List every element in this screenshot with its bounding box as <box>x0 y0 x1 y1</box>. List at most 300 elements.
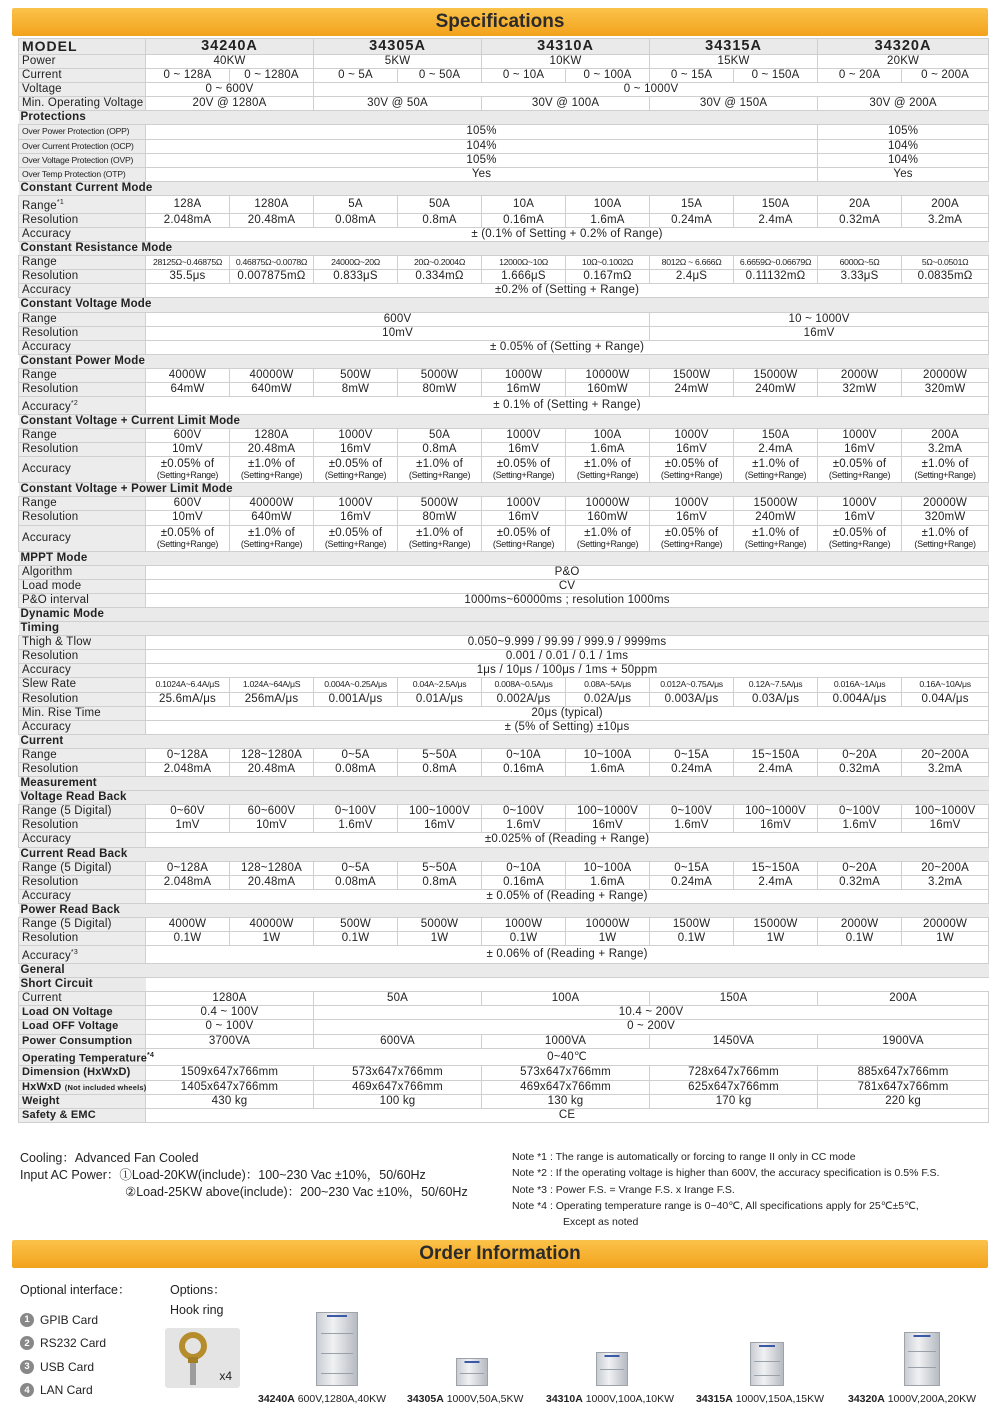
spec-cell: 16mV <box>566 819 650 833</box>
spec-cell: 30V @ 100A <box>482 97 650 111</box>
spec-row <box>19 706 989 720</box>
section-header <box>19 483 989 497</box>
number-badge-icon: 3 <box>20 1360 34 1374</box>
product-desc: 1000V,50A,5KW <box>446 1393 524 1405</box>
spec-cell: 1000W <box>482 918 566 932</box>
spec-cell: 160mW <box>566 382 650 396</box>
hook-ring-icon <box>171 1330 221 1388</box>
spec-cell: 0.050~9.999 / 99.99 / 999.9 / 9999ms <box>146 636 989 650</box>
spec-cell: 1500W <box>650 918 734 932</box>
spec-cell: 12000Ω~10Ω <box>482 256 566 270</box>
spec-cell: 1450VA <box>650 1034 818 1048</box>
spec-cell: 3700VA <box>146 1034 314 1048</box>
spec-row <box>19 83 989 97</box>
spec-cell: 0 ~ 10A <box>482 69 566 83</box>
model-header-row <box>19 39 989 55</box>
spec-cell: 0.03A/μs <box>734 692 818 706</box>
spec-cell: 6.6659Ω~0.06679Ω <box>734 256 818 270</box>
interface-label: LAN Card <box>40 1383 93 1398</box>
spec-cell: 35.5μs <box>146 270 230 284</box>
spec-row <box>19 819 989 833</box>
product-caption <box>848 1393 976 1405</box>
spec-cell: 0 ~ 150A <box>734 69 818 83</box>
row-label: Thigh & Tlow <box>19 636 146 650</box>
spec-cell: 15000W <box>734 368 818 382</box>
row-label: Min. Operating Voltage <box>19 97 146 111</box>
spec-cell: 100~1000V <box>902 805 989 819</box>
spec-row <box>19 497 989 511</box>
row-label: Power Consumption <box>19 1034 146 1048</box>
spec-row <box>19 69 989 83</box>
spec-row <box>19 340 989 354</box>
spec-cell: 16mV <box>650 511 734 525</box>
spec-cell: 0.8mA <box>398 213 482 227</box>
spec-cell: 0~20A <box>818 748 902 762</box>
row-label: Slew Rate <box>19 678 146 692</box>
spec-cell: 2.048mA <box>146 213 230 227</box>
row-label: Accuracy$^{*2}$ <box>19 397 146 415</box>
spec-cell: 885x647x766mm <box>818 1066 989 1080</box>
spec-cell: 100A <box>566 195 650 213</box>
spec-cell: 2000W <box>818 918 902 932</box>
row-label: Over Current Protection (OCP) <box>19 139 146 153</box>
spec-row <box>19 397 989 415</box>
section-header <box>19 964 989 978</box>
spec-cell: ± 0.06% of (Reading + Range) <box>146 946 989 964</box>
row-label: Resolution <box>19 819 146 833</box>
spec-cell: 16mV <box>482 443 566 457</box>
section-title: MPPT Mode <box>19 551 989 565</box>
product-caption <box>407 1393 523 1405</box>
spec-cell: 20000W <box>902 918 989 932</box>
spec-cell: 30V @ 50A <box>314 97 482 111</box>
row-label: HxWxD (Not included wheels) <box>19 1080 146 1094</box>
section-blank <box>146 978 989 992</box>
row-label: Resolution <box>19 875 146 889</box>
spec-row <box>19 664 989 678</box>
spec-cell: 0.16mA <box>482 213 566 227</box>
spec-row <box>19 946 989 964</box>
spec-cell: 1.6mV <box>314 819 398 833</box>
spec-row <box>19 256 989 270</box>
row-label: Resolution <box>19 650 146 664</box>
general-notes <box>20 1150 490 1201</box>
interface-item <box>20 1308 106 1332</box>
spec-cell: 8012Ω ~ 6.666Ω <box>650 256 734 270</box>
row-label: Dimension (HxWxD) <box>19 1066 146 1080</box>
section-header <box>19 354 989 368</box>
spec-cell: ±0.05% of (Setting+Range) <box>482 525 566 551</box>
input-power-note-1: Input AC Power：①Load-20KW(include)：100~230 Vac ±10%，50/60Hz <box>20 1168 426 1182</box>
spec-cell: 3.33μS <box>818 270 902 284</box>
spec-cell: 4000W <box>146 918 230 932</box>
product-image-34315A <box>750 1342 784 1386</box>
spec-cell: 1000V <box>482 429 566 443</box>
product-caption <box>696 1393 824 1405</box>
spec-cell: 40000W <box>230 368 314 382</box>
spec-cell: 1900VA <box>818 1034 989 1048</box>
spec-cell: ± (0.1% of Setting + 0.2% of Range) <box>146 227 989 241</box>
spec-row <box>19 525 989 551</box>
spec-cell: 0.24mA <box>650 762 734 776</box>
spec-cell: 1000ms~60000ms ; resolution 1000ms <box>146 593 989 607</box>
spec-cell: 0.833μS <box>314 270 398 284</box>
interface-item <box>20 1332 106 1356</box>
spec-cell: 1000V <box>818 429 902 443</box>
spec-cell: 150A <box>734 429 818 443</box>
row-label: Range <box>19 312 146 326</box>
spec-cell: 1.6mV <box>650 819 734 833</box>
spec-cell: 1.666μS <box>482 270 566 284</box>
spec-cell: 10~100A <box>566 861 650 875</box>
row-label: Range <box>19 256 146 270</box>
spec-cell: 25.6mA/μs <box>146 692 230 706</box>
spec-cell: ±1.0% of (Setting+Range) <box>566 457 650 483</box>
spec-cell: 128~1280A <box>230 748 314 762</box>
number-badge-icon: 4 <box>20 1383 34 1397</box>
footnote-3: Note *3 : Power F.S. = Vrange F.S. x Irange F.S. <box>512 1183 735 1196</box>
row-label: Resolution <box>19 443 146 457</box>
section-title: Constant Resistance Mode <box>19 242 989 256</box>
spec-cell: 600V <box>146 497 230 511</box>
spec-row <box>19 97 989 111</box>
spec-row <box>19 153 989 167</box>
spec-cell: 1W <box>398 932 482 946</box>
spec-cell: 0 ~ 600V <box>146 83 314 97</box>
spec-cell: 150A <box>650 992 818 1006</box>
spec-cell: 1000VA <box>482 1034 650 1048</box>
spec-cell: 0.01A/μs <box>398 692 482 706</box>
product-model: 34310A <box>546 1393 583 1405</box>
order-section <box>20 1280 990 1405</box>
spec-banner: Specifications <box>12 8 988 36</box>
spec-cell: 0.1W <box>146 932 230 946</box>
section-title: Short Circuit <box>19 978 146 992</box>
spec-cell: ±1.0% of (Setting+Range) <box>398 525 482 551</box>
spec-cell: 1000V <box>482 497 566 511</box>
spec-cell: 0.16mA <box>482 762 566 776</box>
spec-row <box>19 636 989 650</box>
row-label: Accuracy <box>19 720 146 734</box>
row-label: Current <box>19 992 146 1006</box>
spec-cell: 100~1000V <box>398 805 482 819</box>
spec-cell: 1000V <box>650 429 734 443</box>
spec-cell: 0~60V <box>146 805 230 819</box>
spec-cell: 30V @ 150A <box>650 97 818 111</box>
spec-cell: 50A <box>398 429 482 443</box>
row-label: Resolution <box>19 326 146 340</box>
spec-cell: ±0.05% of (Setting+Range) <box>482 457 566 483</box>
spec-cell: 10mV <box>230 819 314 833</box>
options-title <box>170 1280 226 1320</box>
spec-cell: 160mW <box>566 511 650 525</box>
spec-row <box>19 1006 989 1020</box>
spec-cell: 2.4mA <box>734 762 818 776</box>
row-label: Range (5 Digital) <box>19 918 146 932</box>
row-label: Over Voltage Protection (OVP) <box>19 153 146 167</box>
spec-cell: 105% <box>146 125 818 139</box>
spec-cell: 1.6mA <box>566 762 650 776</box>
spec-cell: 1280A <box>230 429 314 443</box>
section-header <box>19 551 989 565</box>
spec-row <box>19 1020 989 1034</box>
spec-row <box>19 1034 989 1048</box>
spec-row <box>19 511 989 525</box>
spec-cell: 0 ~ 15A <box>650 69 734 83</box>
row-label: Range <box>19 429 146 443</box>
cooling-note: Cooling：Advanced Fan Cooled <box>20 1151 199 1165</box>
spec-cell: 128A <box>146 195 230 213</box>
spec-cell: 1280A <box>230 195 314 213</box>
spec-row <box>19 326 989 340</box>
spec-row <box>19 875 989 889</box>
section-title: Measurement <box>19 777 989 791</box>
spec-cell: 5000W <box>398 368 482 382</box>
spec-table <box>18 38 988 1123</box>
section-header <box>19 791 989 805</box>
spec-cell: 16mV <box>314 443 398 457</box>
spec-cell: 16mV <box>650 326 989 340</box>
spec-cell: 0.32mA <box>818 213 902 227</box>
spec-cell: ± 0.1% of (Setting + Range) <box>146 397 989 415</box>
spec-cell: 0.4 ~ 100V <box>146 1006 314 1020</box>
section-header <box>19 298 989 312</box>
section-title: Constant Power Mode <box>19 354 989 368</box>
row-label: Over Power Protection (OPP) <box>19 125 146 139</box>
spec-cell: 150A <box>734 195 818 213</box>
spec-cell: 0 ~ 1000V <box>314 83 989 97</box>
spec-cell: 1000V <box>650 497 734 511</box>
row-label: Accuracy <box>19 284 146 298</box>
spec-row <box>19 762 989 776</box>
interface-label: GPIB Card <box>40 1312 99 1327</box>
spec-cell: 20.48mA <box>230 213 314 227</box>
spec-cell: 1500W <box>650 368 734 382</box>
spec-cell: 105% <box>818 125 989 139</box>
spec-cell: ±0.2% of (Setting + Range) <box>146 284 989 298</box>
spec-cell: 0~100V <box>818 805 902 819</box>
row-label: Load ON Voltage <box>19 1006 146 1020</box>
spec-cell: 16mV <box>818 511 902 525</box>
row-label: Resolution <box>19 270 146 284</box>
spec-cell: 0.24mA <box>650 213 734 227</box>
spec-row <box>19 139 989 153</box>
spec-cell: 3.2mA <box>902 443 989 457</box>
spec-cell: 0.11132mΩ <box>734 270 818 284</box>
spec-row <box>19 678 989 692</box>
spec-cell: 20Ω~0.2004Ω <box>398 256 482 270</box>
spec-cell: 600V <box>146 312 650 326</box>
spec-cell: ±1.0% of (Setting+Range) <box>398 457 482 483</box>
spec-cell: 32mW <box>818 382 902 396</box>
spec-cell: 20.48mA <box>230 875 314 889</box>
product-model: 34305A <box>407 1393 444 1405</box>
spec-cell: 16mV <box>314 511 398 525</box>
spec-cell: CE <box>146 1108 989 1122</box>
spec-cell: 1.6mV <box>482 819 566 833</box>
spec-cell: 15~150A <box>734 748 818 762</box>
row-label: Current <box>19 69 146 83</box>
spec-cell: ±1.0% of (Setting+Range) <box>734 457 818 483</box>
spec-cell: 1mV <box>146 819 230 833</box>
spec-cell: 1.024A~64A/μS <box>230 678 314 692</box>
spec-cell: 0.8mA <box>398 875 482 889</box>
spec-cell: 104% <box>818 153 989 167</box>
spec-cell: 0~40℃ <box>146 1048 989 1066</box>
spec-cell: ± (5% of Setting) ±10μs <box>146 720 989 734</box>
interface-item <box>20 1379 106 1403</box>
spec-row <box>19 692 989 706</box>
spec-cell: ±1.0% of (Setting+Range) <box>902 457 989 483</box>
spec-cell: 0 ~ 1280A <box>230 69 314 83</box>
product-image-34320A <box>904 1332 940 1386</box>
spec-cell: CV <box>146 579 989 593</box>
spec-cell: 0~100V <box>482 805 566 819</box>
section-header <box>19 978 989 992</box>
spec-cell: ±0.05% of (Setting+Range) <box>146 525 230 551</box>
spec-cell: 0.016A~1A/μs <box>818 678 902 692</box>
spec-cell: ± 0.05% of (Reading + Range) <box>146 889 989 903</box>
spec-cell: 0.334mΩ <box>398 270 482 284</box>
spec-cell: 60~600V <box>230 805 314 819</box>
spec-cell: 469x647x766mm <box>314 1080 482 1094</box>
spec-row <box>19 284 989 298</box>
spec-cell: 0~10A <box>482 861 566 875</box>
spec-cell: 0.004A/μs <box>818 692 902 706</box>
spec-cell: 20.48mA <box>230 443 314 457</box>
spec-cell: 0~5A <box>314 748 398 762</box>
spec-row <box>19 833 989 847</box>
model-name: 34315A <box>650 39 818 55</box>
spec-cell: 16mV <box>818 443 902 457</box>
spec-row <box>19 368 989 382</box>
spec-cell: 0 ~ 50A <box>398 69 482 83</box>
spec-cell: 0.08mA <box>314 213 398 227</box>
spec-cell: ±0.05% of (Setting+Range) <box>146 457 230 483</box>
spec-cell: 0.167mΩ <box>566 270 650 284</box>
interface-title: Optional interface： <box>20 1283 131 1297</box>
spec-row <box>19 457 989 483</box>
spec-cell: 5A <box>314 195 398 213</box>
spec-cell: 1.6mV <box>818 819 902 833</box>
spec-cell: 0.16A~10A/μs <box>902 678 989 692</box>
spec-row <box>19 720 989 734</box>
spec-cell: 2000W <box>818 368 902 382</box>
row-label: Accuracy <box>19 340 146 354</box>
row-label: Operating Temperature$^{*4}$ <box>19 1048 146 1066</box>
spec-row <box>19 167 989 181</box>
spec-cell: 20A <box>818 195 902 213</box>
spec-cell: 10A <box>482 195 566 213</box>
spec-cell: 0~10A <box>482 748 566 762</box>
spec-cell: 15~150A <box>734 861 818 875</box>
row-label: Resolution <box>19 213 146 227</box>
number-badge-icon: 1 <box>20 1313 34 1327</box>
spec-cell: 2.4mA <box>734 213 818 227</box>
spec-cell: 0.8mA <box>398 762 482 776</box>
spec-cell: 100A <box>482 992 650 1006</box>
spec-cell: 40000W <box>230 918 314 932</box>
spec-cell: 0.1W <box>650 932 734 946</box>
spec-row <box>19 1094 989 1108</box>
spec-cell: 2.4mA <box>734 443 818 457</box>
spec-cell: 0~100V <box>650 805 734 819</box>
spec-cell: 1μs / 10μs / 100μs / 1ms + 50ppm <box>146 664 989 678</box>
model-name: 34310A <box>482 39 650 55</box>
row-label: Weight <box>19 1094 146 1108</box>
spec-cell: 240mW <box>734 511 818 525</box>
spec-cell: 5000W <box>398 497 482 511</box>
spec-cell: 30V @ 200A <box>818 97 989 111</box>
spec-cell: 15A <box>650 195 734 213</box>
spec-cell: 0.46875Ω~0.0078Ω <box>230 256 314 270</box>
spec-cell: 573x647x766mm <box>482 1066 650 1080</box>
spec-cell: 1000V <box>818 497 902 511</box>
model-name: 34305A <box>314 39 482 55</box>
spec-cell: ±0.025% of (Reading + Range) <box>146 833 989 847</box>
spec-row <box>19 579 989 593</box>
spec-cell: 24000Ω~20Ω <box>314 256 398 270</box>
product-model: 34240A <box>258 1393 295 1405</box>
spec-cell: ±0.05% of (Setting+Range) <box>314 525 398 551</box>
spec-cell: 10Ω~0.1002Ω <box>566 256 650 270</box>
spec-cell: 16mW <box>482 382 566 396</box>
spec-cell: 0.08mA <box>314 762 398 776</box>
product-image-34310A <box>596 1352 628 1386</box>
spec-cell: 5KW <box>314 55 482 69</box>
spec-cell: 0.002A/μs <box>482 692 566 706</box>
spec-cell: 320mW <box>902 382 989 396</box>
spec-cell: 16mV <box>734 819 818 833</box>
spec-cell: 16mV <box>398 819 482 833</box>
row-label: Load OFF Voltage <box>19 1020 146 1034</box>
section-header <box>19 847 989 861</box>
spec-cell: 0.003A/μs <box>650 692 734 706</box>
spec-row <box>19 992 989 1006</box>
row-label: Algorithm <box>19 565 146 579</box>
spec-cell: ±1.0% of (Setting+Range) <box>566 525 650 551</box>
options-label: Options： <box>170 1283 226 1297</box>
spec-cell: 0.24mA <box>650 875 734 889</box>
spec-cell: 15KW <box>650 55 818 69</box>
section-header <box>19 622 989 636</box>
spec-cell: 170 kg <box>650 1094 818 1108</box>
spec-cell: 0 ~ 200V <box>314 1020 989 1034</box>
spec-cell: Yes <box>818 167 989 181</box>
spec-cell: 0~15A <box>650 748 734 762</box>
spec-cell: 80mW <box>398 382 482 396</box>
spec-cell: 200A <box>902 429 989 443</box>
spec-row <box>19 1066 989 1080</box>
product-image-34240A <box>316 1312 358 1386</box>
section-title: Constant Current Mode <box>19 181 989 195</box>
section-header <box>19 242 989 256</box>
spec-cell: 1000W <box>482 368 566 382</box>
spec-cell: 64mW <box>146 382 230 396</box>
spec-cell: ±0.05% of (Setting+Range) <box>650 525 734 551</box>
spec-cell: 2.4mA <box>734 875 818 889</box>
interface-label: USB Card <box>40 1359 95 1374</box>
spec-cell: 10000W <box>566 368 650 382</box>
input-power-note-2: ②Load-25KW above(include)：200~230 Vac ±10%，50/60Hz <box>125 1185 468 1199</box>
row-label: Safety & EMC <box>19 1108 146 1122</box>
spec-cell: 0.04A/μs <box>902 692 989 706</box>
spec-cell: 573x647x766mm <box>314 1066 482 1080</box>
spec-cell: 128~1280A <box>230 861 314 875</box>
spec-cell: 40KW <box>146 55 314 69</box>
spec-cell: 0.08A~5A/μs <box>566 678 650 692</box>
row-label: Accuracy <box>19 457 146 483</box>
